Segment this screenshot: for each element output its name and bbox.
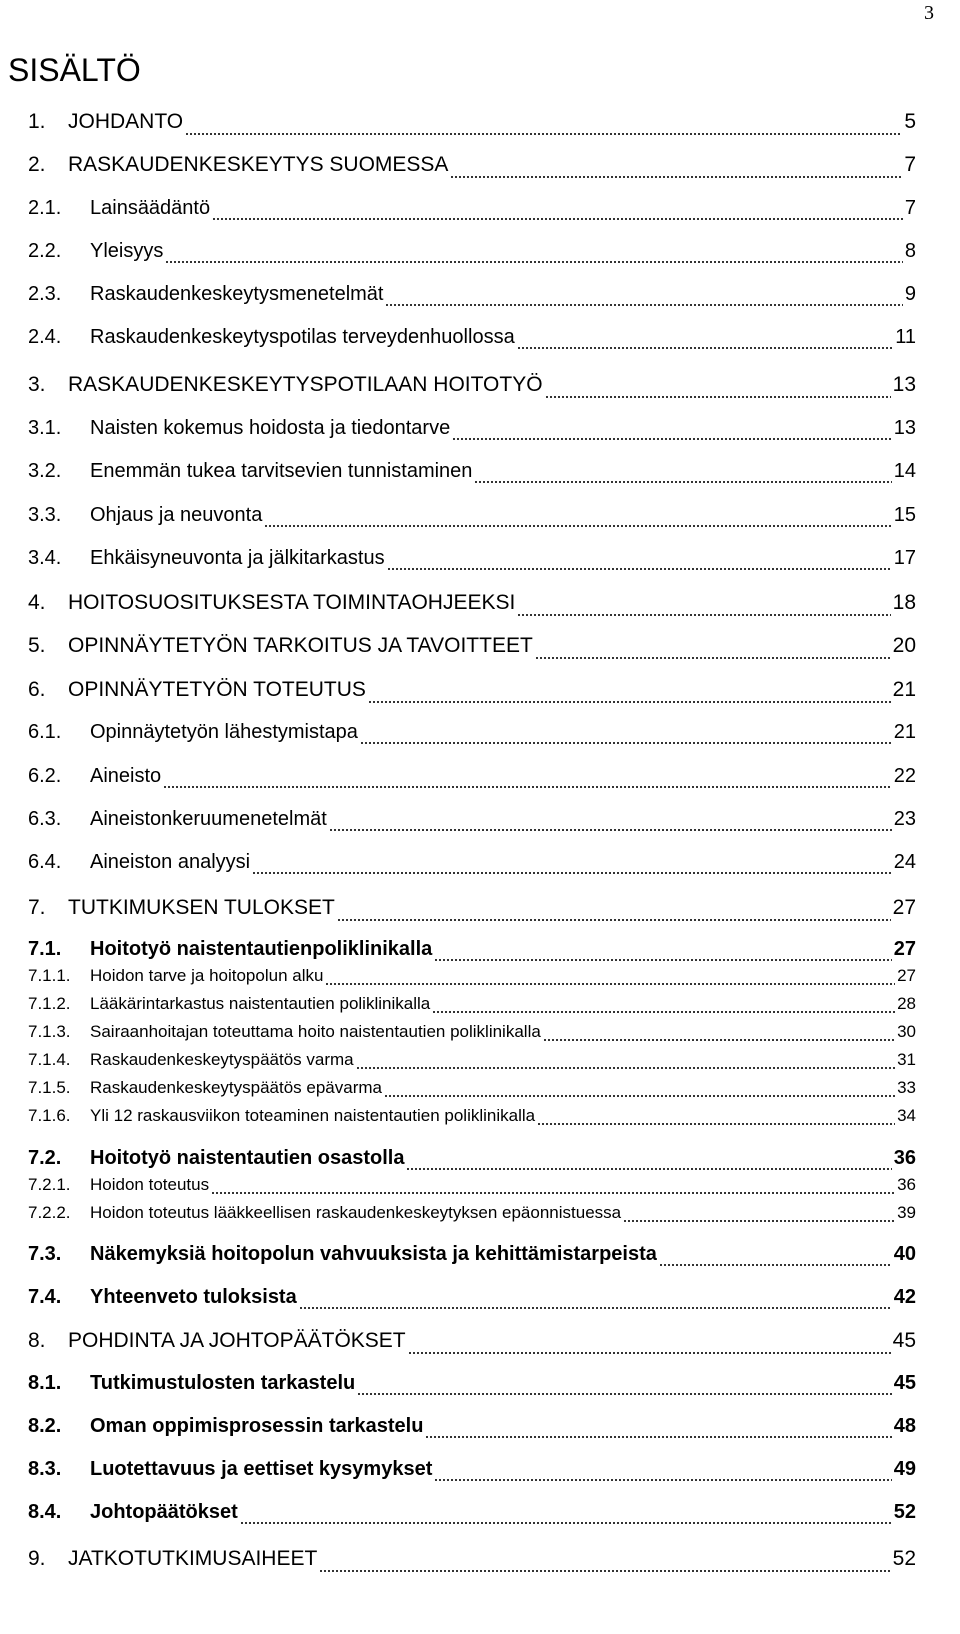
toc-dot-leader: [434, 959, 891, 961]
toc-entry[interactable]: [28, 851, 916, 879]
toc-entry-number: 7.1.3.: [28, 1022, 71, 1041]
toc-entry[interactable]: [28, 678, 916, 708]
toc-entry-page: 11: [895, 326, 916, 348]
toc-entry-number: 7.1.6.: [28, 1106, 71, 1125]
toc-entry-number: 4.: [28, 591, 46, 614]
toc-entry-title: Aineistonkeruumenetelmät: [90, 808, 327, 830]
toc-entry-page: 22: [893, 765, 916, 787]
page-number: 3: [924, 2, 934, 24]
toc-entry-number: 8.2.: [28, 1415, 62, 1437]
toc-dot-leader: [387, 568, 892, 570]
toc-dot-leader: [264, 525, 891, 527]
toc-entry-page: 45: [892, 1329, 916, 1352]
toc-entry-number: 7.2.1.: [28, 1175, 71, 1194]
toc-entry-number: 7.1.1.: [28, 966, 71, 985]
toc-entry[interactable]: [28, 240, 916, 268]
toc-entry-page: 40: [893, 1243, 916, 1265]
toc-entry[interactable]: [28, 1175, 916, 1199]
toc-dot-leader: [329, 829, 892, 831]
toc-dot-leader: [163, 786, 892, 788]
toc-dot-leader: [623, 1220, 895, 1222]
toc-entry[interactable]: [28, 1501, 916, 1529]
toc-entry[interactable]: [28, 373, 916, 403]
toc-dot-leader: [252, 872, 892, 874]
toc-entry-title: Raskaudenkeskeytyspäätös varma: [90, 1050, 354, 1069]
toc-dot-leader: [408, 1352, 891, 1354]
toc-entry-number: 6.2.: [28, 765, 62, 787]
toc-entry-title: Opinnäytetyön lähestymistapa: [90, 721, 358, 743]
toc-dot-leader: [545, 396, 891, 398]
toc-dot-leader: [517, 614, 890, 616]
toc-dot-leader: [211, 1192, 895, 1194]
toc-dot-leader: [325, 983, 895, 985]
toc-entry-page: 45: [893, 1372, 916, 1394]
toc-dot-leader: [385, 304, 902, 306]
toc-entry-number: 9.: [28, 1547, 46, 1570]
toc-entry-page: 49: [893, 1458, 916, 1480]
toc-dot-leader: [434, 1479, 891, 1481]
toc-entry-title: Oman oppimisprosessin tarkastelu: [90, 1415, 424, 1437]
toc-entry-title: Ehkäisyneuvonta ja jälkitarkastus: [90, 547, 385, 569]
toc-entry-number: 3.4.: [28, 547, 62, 569]
toc-dot-leader: [185, 133, 902, 135]
toc-entry-title: Hoidon tarve ja hoitopolun alku: [90, 966, 324, 985]
toc-entry[interactable]: [28, 591, 916, 621]
toc-dot-leader: [240, 1522, 892, 1524]
toc-entry[interactable]: [28, 326, 916, 354]
toc-entry-page: 27: [892, 896, 916, 919]
toc-entry-title: Luotettavuus ja eettiset kysymykset: [90, 1458, 433, 1480]
toc-entry[interactable]: [28, 417, 916, 445]
toc-entry-number: 8.1.: [28, 1372, 62, 1394]
toc-entry-number: 7.3.: [28, 1243, 62, 1265]
toc-entry[interactable]: [28, 504, 916, 532]
toc-entry[interactable]: [28, 994, 916, 1018]
toc-entry[interactable]: [28, 1078, 916, 1102]
toc-entry[interactable]: [28, 547, 916, 575]
toc-entry-page: 30: [897, 1022, 916, 1041]
toc-entry-number: 5.: [28, 634, 46, 657]
toc-entry-number: 3.1.: [28, 417, 62, 439]
toc-entry-page: 14: [893, 460, 916, 482]
toc-entry[interactable]: [28, 1372, 916, 1400]
toc-entry-number: 2.1.: [28, 197, 62, 219]
toc-dot-leader: [452, 438, 892, 440]
toc-entry-number: 7.2.: [28, 1147, 62, 1169]
toc-entry-page: 48: [893, 1415, 916, 1437]
toc-dot-leader: [356, 1067, 895, 1069]
toc-entry-title: Hoidon toteutus: [90, 1175, 210, 1194]
toc-entry-page: 31: [897, 1050, 916, 1069]
toc-entry-number: 7.: [28, 896, 46, 919]
toc-entry-title: Aineisto: [90, 765, 162, 787]
toc-entry-page: 21: [893, 721, 916, 743]
toc-entry-title: Yhteenveto tuloksista: [90, 1286, 297, 1308]
toc-entry-page: 7: [904, 197, 916, 219]
toc-entry[interactable]: [28, 721, 916, 749]
toc-entry[interactable]: [28, 1329, 916, 1359]
toc-dot-leader: [384, 1095, 895, 1097]
toc-entry[interactable]: [28, 896, 916, 926]
toc-entry-title: Raskaudenkeskeytyspotilas terveydenhuollossa: [90, 326, 515, 348]
toc-entry-title: Hoitotyö naistentautienpoliklinikalla: [90, 938, 433, 960]
toc-entry[interactable]: [28, 966, 916, 990]
toc-entry-page: 34: [897, 1106, 916, 1125]
toc-entry[interactable]: [28, 1022, 916, 1046]
toc-dot-leader: [537, 1123, 895, 1125]
toc-entry-title: JOHDANTO: [68, 110, 184, 133]
toc-dot-leader: [535, 657, 891, 659]
toc-entry-title: Enemmän tukea tarvitsevien tunnistaminen: [90, 460, 473, 482]
toc-entry-number: 6.: [28, 678, 46, 701]
toc-entry[interactable]: [28, 1547, 916, 1577]
toc-dot-leader: [425, 1436, 891, 1438]
toc-entry-title: TUTKIMUKSEN TULOKSET: [68, 896, 335, 919]
toc-entry[interactable]: [28, 1286, 916, 1314]
toc-dot-leader: [299, 1307, 892, 1309]
toc-dot-leader: [659, 1264, 892, 1266]
toc-entry-page: 23: [893, 808, 916, 830]
toc-dot-leader: [368, 701, 891, 703]
toc-entry-number: 3.: [28, 373, 46, 396]
toc-entry-number: 7.4.: [28, 1286, 62, 1308]
toc-entry-title: OPINNÄYTETYÖN TOTEUTUS: [68, 678, 366, 701]
toc-dot-leader: [450, 176, 902, 178]
toc-entry-title: HOITOSUOSITUKSESTA TOIMINTAOHJEEKSI: [68, 591, 516, 614]
toc-entry-title: POHDINTA JA JOHTOPÄÄTÖKSET: [68, 1329, 406, 1352]
toc-entry-page: 28: [897, 994, 916, 1013]
toc-entry-number: 2.2.: [28, 240, 62, 262]
toc-entry-page: 9: [904, 283, 916, 305]
toc-entry-page: 33: [897, 1078, 916, 1097]
toc-entry-title: Hoitotyö naistentautien osastolla: [90, 1147, 405, 1169]
toc-entry-number: 2.: [28, 153, 46, 176]
toc-entry-page: 13: [893, 417, 916, 439]
toc-entry-number: 7.1.: [28, 938, 62, 960]
toc-entry-number: 8.4.: [28, 1501, 62, 1523]
toc-entry-page: 21: [892, 678, 916, 701]
toc-dot-leader: [474, 481, 891, 483]
toc-dot-leader: [432, 1011, 895, 1013]
toc-entry-number: 6.1.: [28, 721, 62, 743]
toc-dot-leader: [165, 261, 903, 263]
toc-entry[interactable]: [28, 1050, 916, 1074]
toc-entry[interactable]: [28, 1203, 916, 1227]
toc-dot-leader: [517, 347, 894, 349]
toc-entry-title: Raskaudenkeskeytysmenetelmät: [90, 283, 384, 305]
toc-entry-page: 42: [893, 1286, 916, 1308]
toc-entry-page: 52: [893, 1501, 916, 1523]
toc-entry-page: 39: [897, 1203, 916, 1222]
toc-entry[interactable]: [28, 153, 916, 183]
toc-entry-number: 8.: [28, 1329, 46, 1352]
toc-entry-title: RASKAUDENKESKEYTYSPOTILAAN HOITOTYÖ: [68, 373, 543, 396]
toc-entry-number: 6.4.: [28, 851, 62, 873]
toc-entry-title: Hoidon toteutus lääkkeellisen raskaudenkeskeytyksen epäonnistuessa: [90, 1203, 622, 1222]
toc-entry[interactable]: [28, 110, 916, 140]
toc-entry-number: 7.1.5.: [28, 1078, 71, 1097]
toc-entry[interactable]: [28, 197, 916, 225]
toc-entry-title: RASKAUDENKESKEYTYS SUOMESSA: [68, 153, 449, 176]
toc-entry-page: 5: [904, 110, 916, 133]
toc-entry[interactable]: [28, 1147, 916, 1175]
toc-entry[interactable]: [28, 460, 916, 488]
toc-entry-number: 7.1.4.: [28, 1050, 71, 1069]
toc-entry-number: 2.3.: [28, 283, 62, 305]
toc-dot-leader: [319, 1570, 890, 1572]
toc-dot-leader: [212, 218, 903, 220]
toc-entry-page: 36: [893, 1147, 916, 1169]
toc-entry-number: 8.3.: [28, 1458, 62, 1480]
toc-entry-title: Sairaanhoitajan toteuttama hoito naistentautien poliklinikalla: [90, 1022, 541, 1041]
toc-dot-leader: [360, 742, 892, 744]
toc-entry-title: Johtopäätökset: [90, 1501, 238, 1523]
toc-entry-page: 27: [893, 938, 916, 960]
toc-entry-title: Raskaudenkeskeytyspäätös epävarma: [90, 1078, 382, 1097]
toc-entry-title: Ohjaus ja neuvonta: [90, 504, 263, 526]
toc-entry-number: 3.2.: [28, 460, 62, 482]
toc-entry[interactable]: [28, 283, 916, 311]
toc-entry[interactable]: [28, 765, 916, 793]
toc-entry-page: 24: [893, 851, 916, 873]
toc-entry-number: 1.: [28, 110, 46, 133]
toc-entry-page: 27: [897, 966, 916, 985]
toc-entry[interactable]: [28, 1106, 916, 1130]
toc-entry-title: Naisten kokemus hoidosta ja tiedontarve: [90, 417, 451, 439]
toc-entry-title: Tutkimustulosten tarkastelu: [90, 1372, 356, 1394]
toc-entry-page: 7: [904, 153, 916, 176]
toc-entry-title: OPINNÄYTETYÖN TARKOITUS JA TAVOITTEET: [68, 634, 533, 657]
toc-entry-number: 6.3.: [28, 808, 62, 830]
toc-entry-page: 20: [892, 634, 916, 657]
toc-entry[interactable]: [28, 808, 916, 836]
toc-entry-title: Aineiston analyysi: [90, 851, 251, 873]
toc-entry-title: Näkemyksiä hoitopolun vahvuuksista ja kehittämistarpeista: [90, 1243, 657, 1265]
toc-entry-title: Yleisyys: [90, 240, 164, 262]
toc-entry-page: 17: [893, 547, 916, 569]
toc-entry-title: Yli 12 raskausviikon toteaminen naistentautien poliklinikalla: [90, 1106, 536, 1125]
toc-entry-title: JATKOTUTKIMUSAIHEET: [68, 1547, 318, 1570]
toc-entry-number: 7.1.2.: [28, 994, 71, 1013]
toc-entry-title: Lääkärintarkastus naistentautien poliklinikalla: [90, 994, 431, 1013]
toc-entry-page: 15: [893, 504, 916, 526]
toc-title: SISÄLTÖ: [8, 52, 141, 88]
toc-entry-number: 3.3.: [28, 504, 62, 526]
toc-entry-title: Lainsäädäntö: [90, 197, 211, 219]
toc-entry[interactable]: [28, 1415, 916, 1443]
toc-entry[interactable]: [28, 1243, 916, 1271]
toc-entry-page: 52: [892, 1547, 916, 1570]
toc-dot-leader: [406, 1168, 891, 1170]
toc-entry[interactable]: [28, 938, 916, 966]
toc-dot-leader: [337, 919, 891, 921]
toc-dot-leader: [357, 1393, 892, 1395]
toc-dot-leader: [543, 1039, 895, 1041]
toc-entry-page: 36: [897, 1175, 916, 1194]
toc-entry-page: 8: [904, 240, 916, 262]
toc-entry-page: 18: [892, 591, 916, 614]
toc-entry-number: 7.2.2.: [28, 1203, 71, 1222]
toc-entry-page: 13: [892, 373, 916, 396]
toc-entry[interactable]: [28, 634, 916, 664]
toc-entry-number: 2.4.: [28, 326, 62, 348]
toc-entry[interactable]: [28, 1458, 916, 1486]
